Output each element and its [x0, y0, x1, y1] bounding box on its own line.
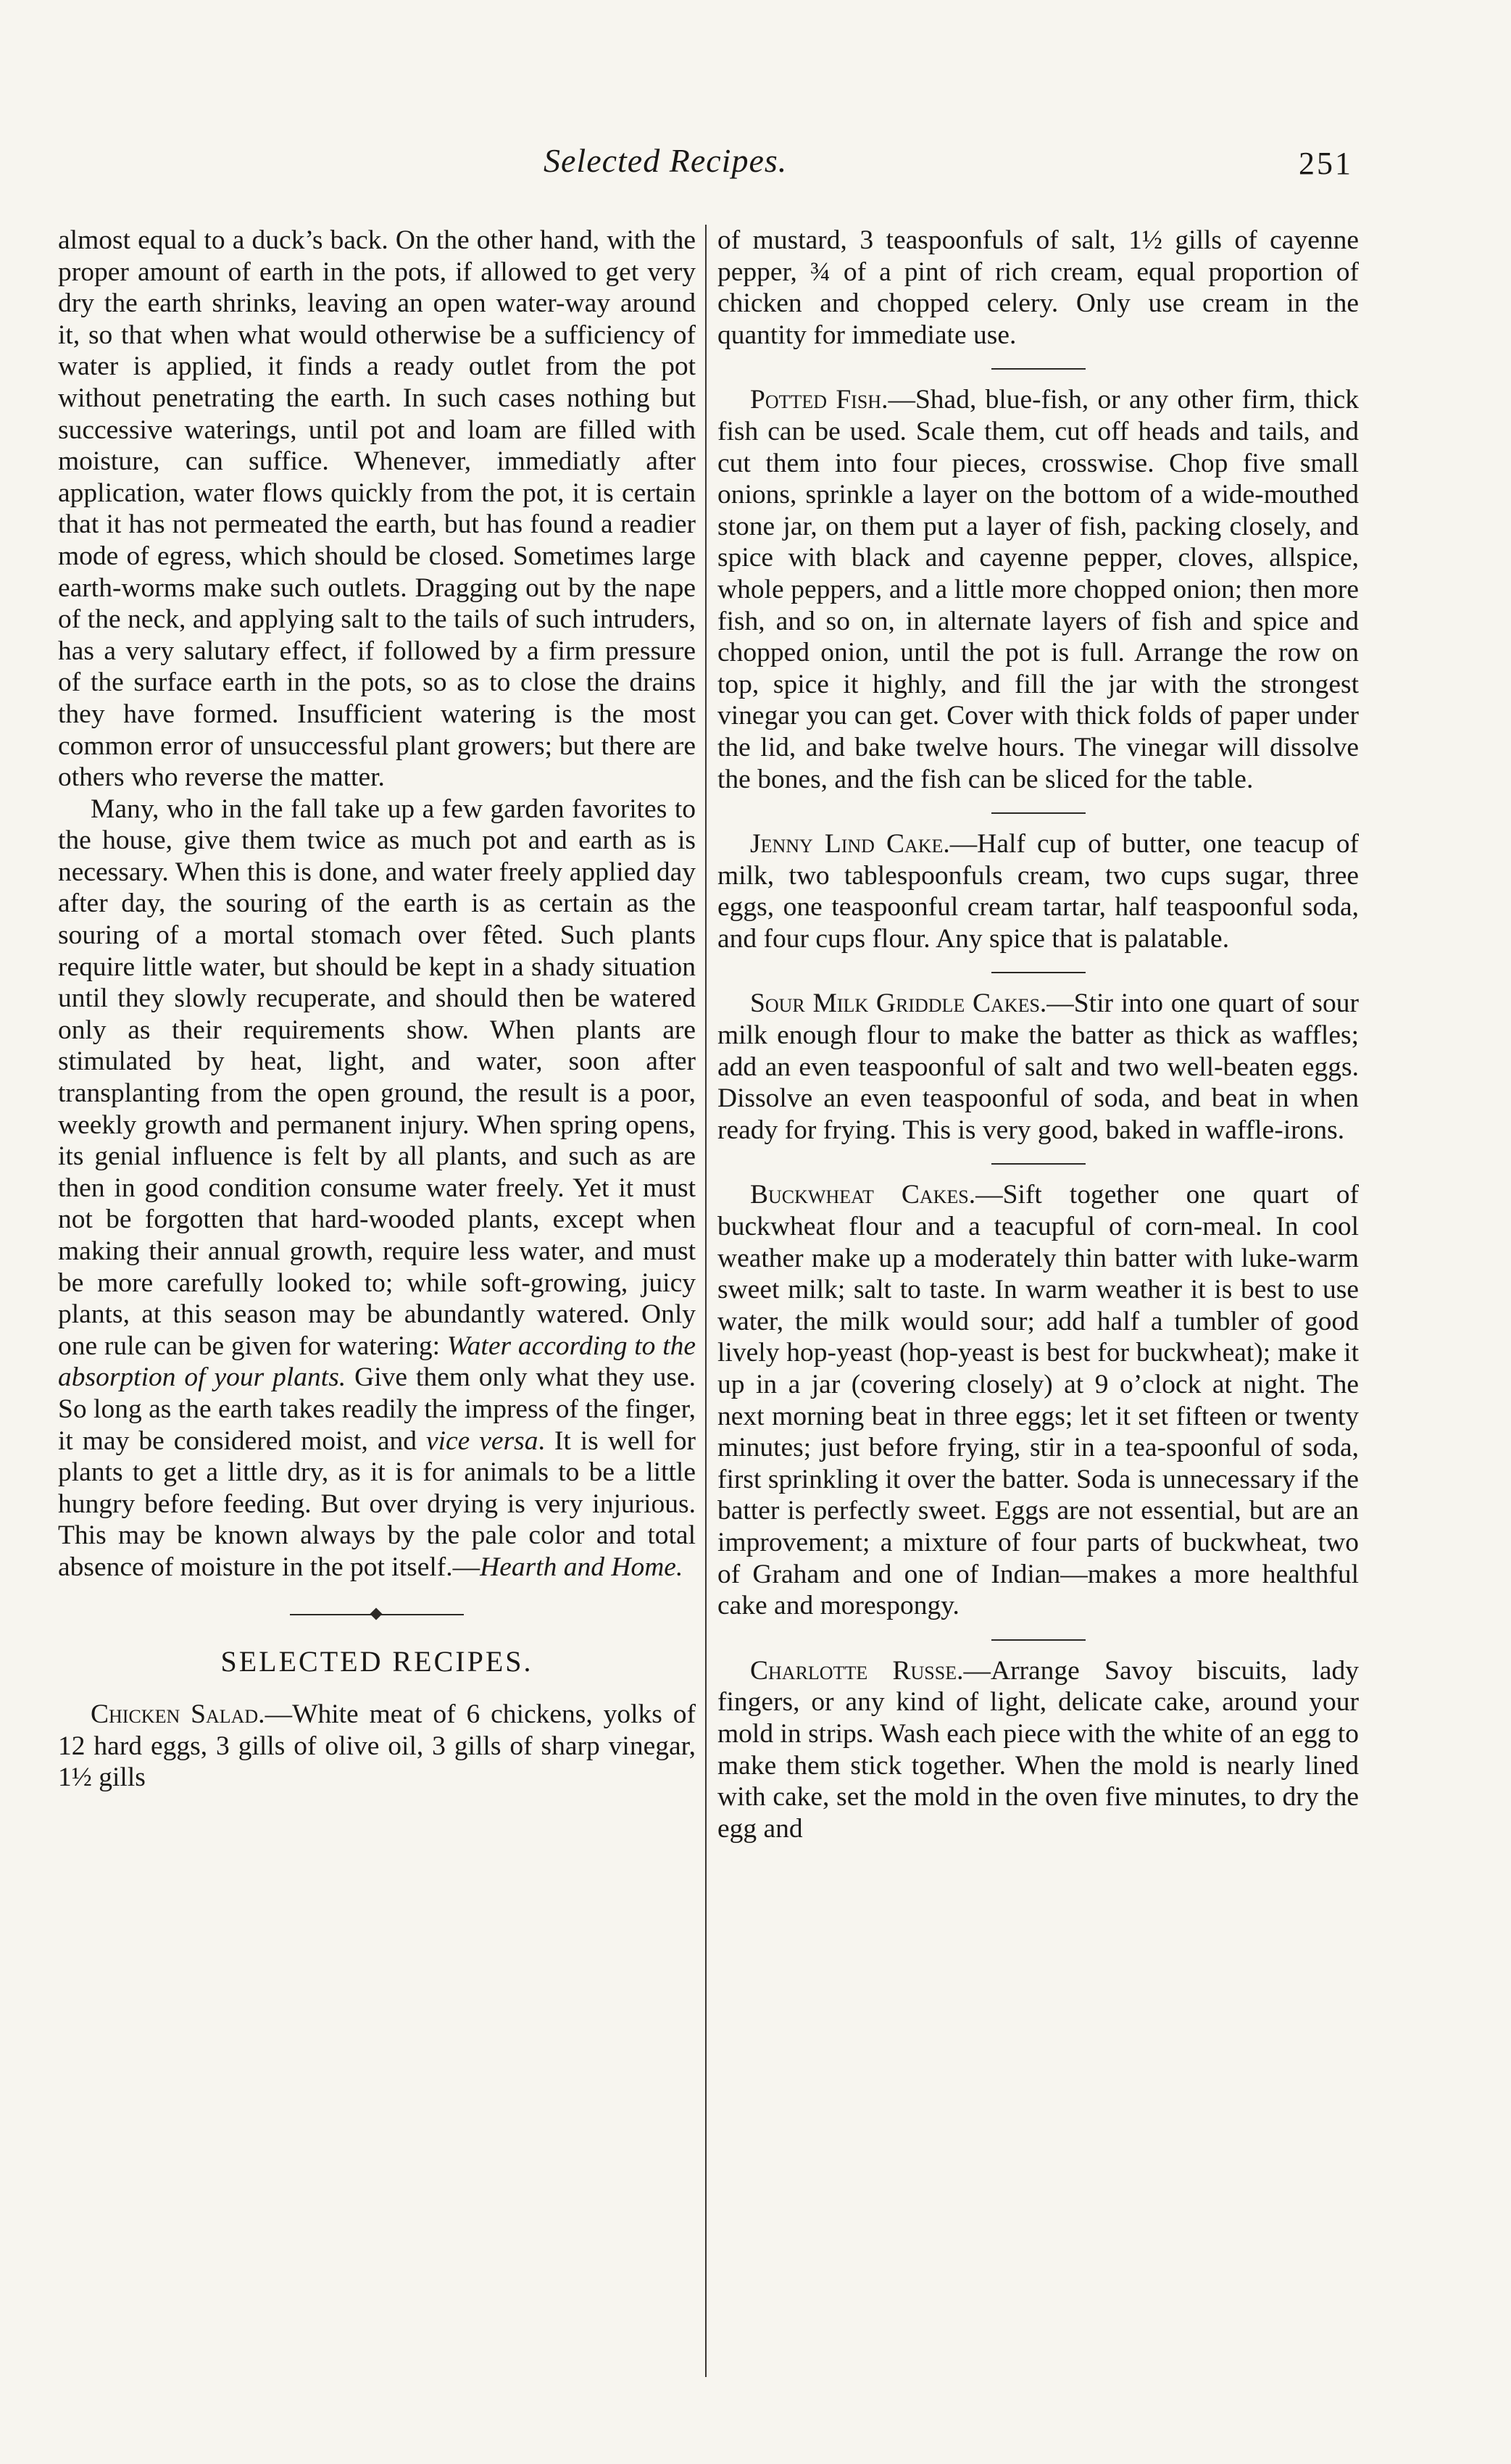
paragraph-text: . It is well for plants to get a little dry, as it is for animals to be a little hungry before feeding. But over drying is very injurious. This may be known always by the pale color and total absence of moisture in the pot itself.—	[58, 1425, 696, 1582]
recipe-separator	[991, 368, 1086, 370]
recipe-title: Chicken Salad.	[91, 1699, 265, 1730]
recipe-potted-fish	[717, 384, 1359, 795]
recipe-charlotte-russe	[717, 1655, 1359, 1845]
page-number: 251	[1299, 146, 1353, 181]
recipe-sour-milk-griddle-cakes	[717, 988, 1359, 1146]
recipe-separator	[991, 1639, 1086, 1641]
recipe-body: —Shad, blue-fish, or any other firm, thick fish can be used. Scale them, cut off heads and tails, and cut them into four pieces, crosswise. Chop five small onions, sprinkle a layer on the bottom of a wide-mouthed stone jar, on them put a layer of fish, packing closely, and spice with black and cayenne pepper, cloves, allspice, whole peppers, and a little more chopped onion; then more fish, and so on, in alternate layers of fish and spice and chopped onion, until the pot is full. Arrange the row on top, spice it highly, and fill the jar with the strongest vinegar you can get. Cover with thick folds of paper under the lid, and bake twelve hours. The vinegar will dissolve the bones, and the fish can be sliced for the table.	[717, 385, 1359, 794]
recipe-title: Potted Fish.	[750, 385, 888, 415]
section-heading: SELECTED RECIPES.	[220, 1644, 533, 1678]
recipe-separator	[991, 972, 1086, 973]
recipe-body: —Stir into one quart of sour milk enough flour to make the batter as thick as waffles; add an even teaspoonful of salt and two well-beaten eggs. Dissolve an even teaspoonful of soda, and beat in when ready for frying. This is very good, baked in waffle-irons.	[717, 988, 1359, 1145]
recipe-title: Jenny Lind Cake.	[750, 829, 950, 860]
recipe-body: —Arrange Savoy biscuits, lady fingers, or any kind of light, delicate cake, around your mold in strips. Wash each piece with the white of an egg to make them stick together. When the mold is nearly lined with cake, set the mold in the oven five minutes, to dry the egg and	[717, 1655, 1359, 1844]
recipe-separator	[991, 812, 1086, 814]
recipe-body: —Sift together one quart of buckwheat flour and a teacupful of corn-meal. In cool weather make up a moderately thin batter with luke-warm sweet milk; salt to taste. In warm weather it is best to use water, the milk would sour; add half a tumbler of good lively hop-yeast (hop-yeast is best for buckwheat); make it up in a jar (covering closely) at 9 o’clock at night. The next morning beat in three eggs; let it set fifteen or twenty minutes; just before frying, stir in a tea-spoonful of soda, first sprinkling it over the batter. Soda is unnecessary if the batter is perfectly sweet. Eggs are not essential, but are an improvement; a mixture of four parts of buckwheat, two of Graham and one of Indian—makes a more healthful cake and morespongy.	[717, 1180, 1359, 1621]
column-divider	[705, 225, 707, 2377]
recipe-buckwheat-cakes	[717, 1179, 1359, 1621]
recipe-title: Buckwheat Cakes.	[750, 1180, 976, 1210]
vice-versa: vice versa	[425, 1425, 538, 1456]
paragraph-text: Give them only what they use. So long as the earth takes readily the impress of the finger, it may be considered moist, and	[58, 1362, 696, 1456]
recipe-chicken-salad-continued: of mustard, 3 teaspoonfuls of salt, 1½ gills of cayenne pepper, ¾ of a pint of rich cream, equal proportion of chicken and chopped celery. Only use cream in the quantity for immediate use.	[717, 225, 1359, 350]
recipe-body: —Half cup of butter, one teacup of milk, two tablespoonfuls cream, two cups sugar, three eggs, one teaspoonful cream tartar, half teaspoonful soda, and four cups flour. Any spice that is palatable.	[717, 829, 1360, 954]
article-source: Hearth and Home.	[480, 1552, 683, 1582]
watering-rule: Water according to the absorption of your plants.	[58, 1331, 696, 1393]
left-column	[58, 225, 696, 1794]
paragraph-watering-1: almost equal to a duck’s back. On the other hand, with the proper amount of earth in the pots, if allowed to get very dry the earth shrinks, leaving an open water-way around it, so that when what would otherwise be a sufficiency of water is applied, it finds a ready outlet from the pot without penetrating the earth. In such cases nothing but successive waterings, until pot and loam are filled with moisture, can suffice. Whenever, immediatly after application, water flows quickly from the pot, it is certain that it has not permeated the earth, but has found a readier mode of egress, which should be closed. Sometimes large earth-worms make such outlets. Dragging out by the nape of the neck, and applying salt to the tails of such intruders, has a very salutary effect, if followed by a firm pressure of the surface earth in the pots, so as to close the drains they have formed. Insufficient watering is the most common error of unsuccessful plant growers; but there are others who reverse the matter.	[58, 225, 696, 793]
paragraph-watering-2	[58, 794, 696, 1583]
right-column	[717, 225, 1359, 1844]
running-title: Selected Recipes.	[544, 142, 788, 179]
recipe-chicken-salad	[58, 1699, 696, 1794]
recipe-separator	[991, 1163, 1086, 1165]
recipe-jenny-lind-cake	[717, 828, 1359, 954]
paragraph-text: Many, who in the fall take up a few garden favorites to the house, give them twice as much pot and earth as is necessary. When this is done, and water freely applied day after day, the souring of the earth is as certain as the souring of a mortal stomach over fêted. Such plants require little water, but should be kept in a shady situation until they slowly recuperate, and should then be watered only as their requirements show. When plants are stimulated by heat, light, and water, soon after transplanting from the open ground, the result is a poor, weekly growth and permanent injury. When spring opens, its genial influence is felt by all plants, and such as are then in good condition consume water freely. Yet it must not be forgotten that hard-wooded plants, except when making their annual growth, require less water, and must be more carefully looked to; while soft-growing, juicy plants, at this season may be abundantly watered. Only one rule can be given for watering:	[58, 794, 696, 1361]
recipe-body: —White meat of 6 chickens, yolks of 12 hard eggs, 3 gills of olive oil, 3 gills of sharp vinegar, 1½ gills	[58, 1699, 696, 1793]
ornamental-rule	[290, 1614, 464, 1615]
recipe-title: Charlotte Russe.	[750, 1655, 964, 1686]
recipe-title: Sour Milk Griddle Cakes.	[750, 988, 1047, 1019]
